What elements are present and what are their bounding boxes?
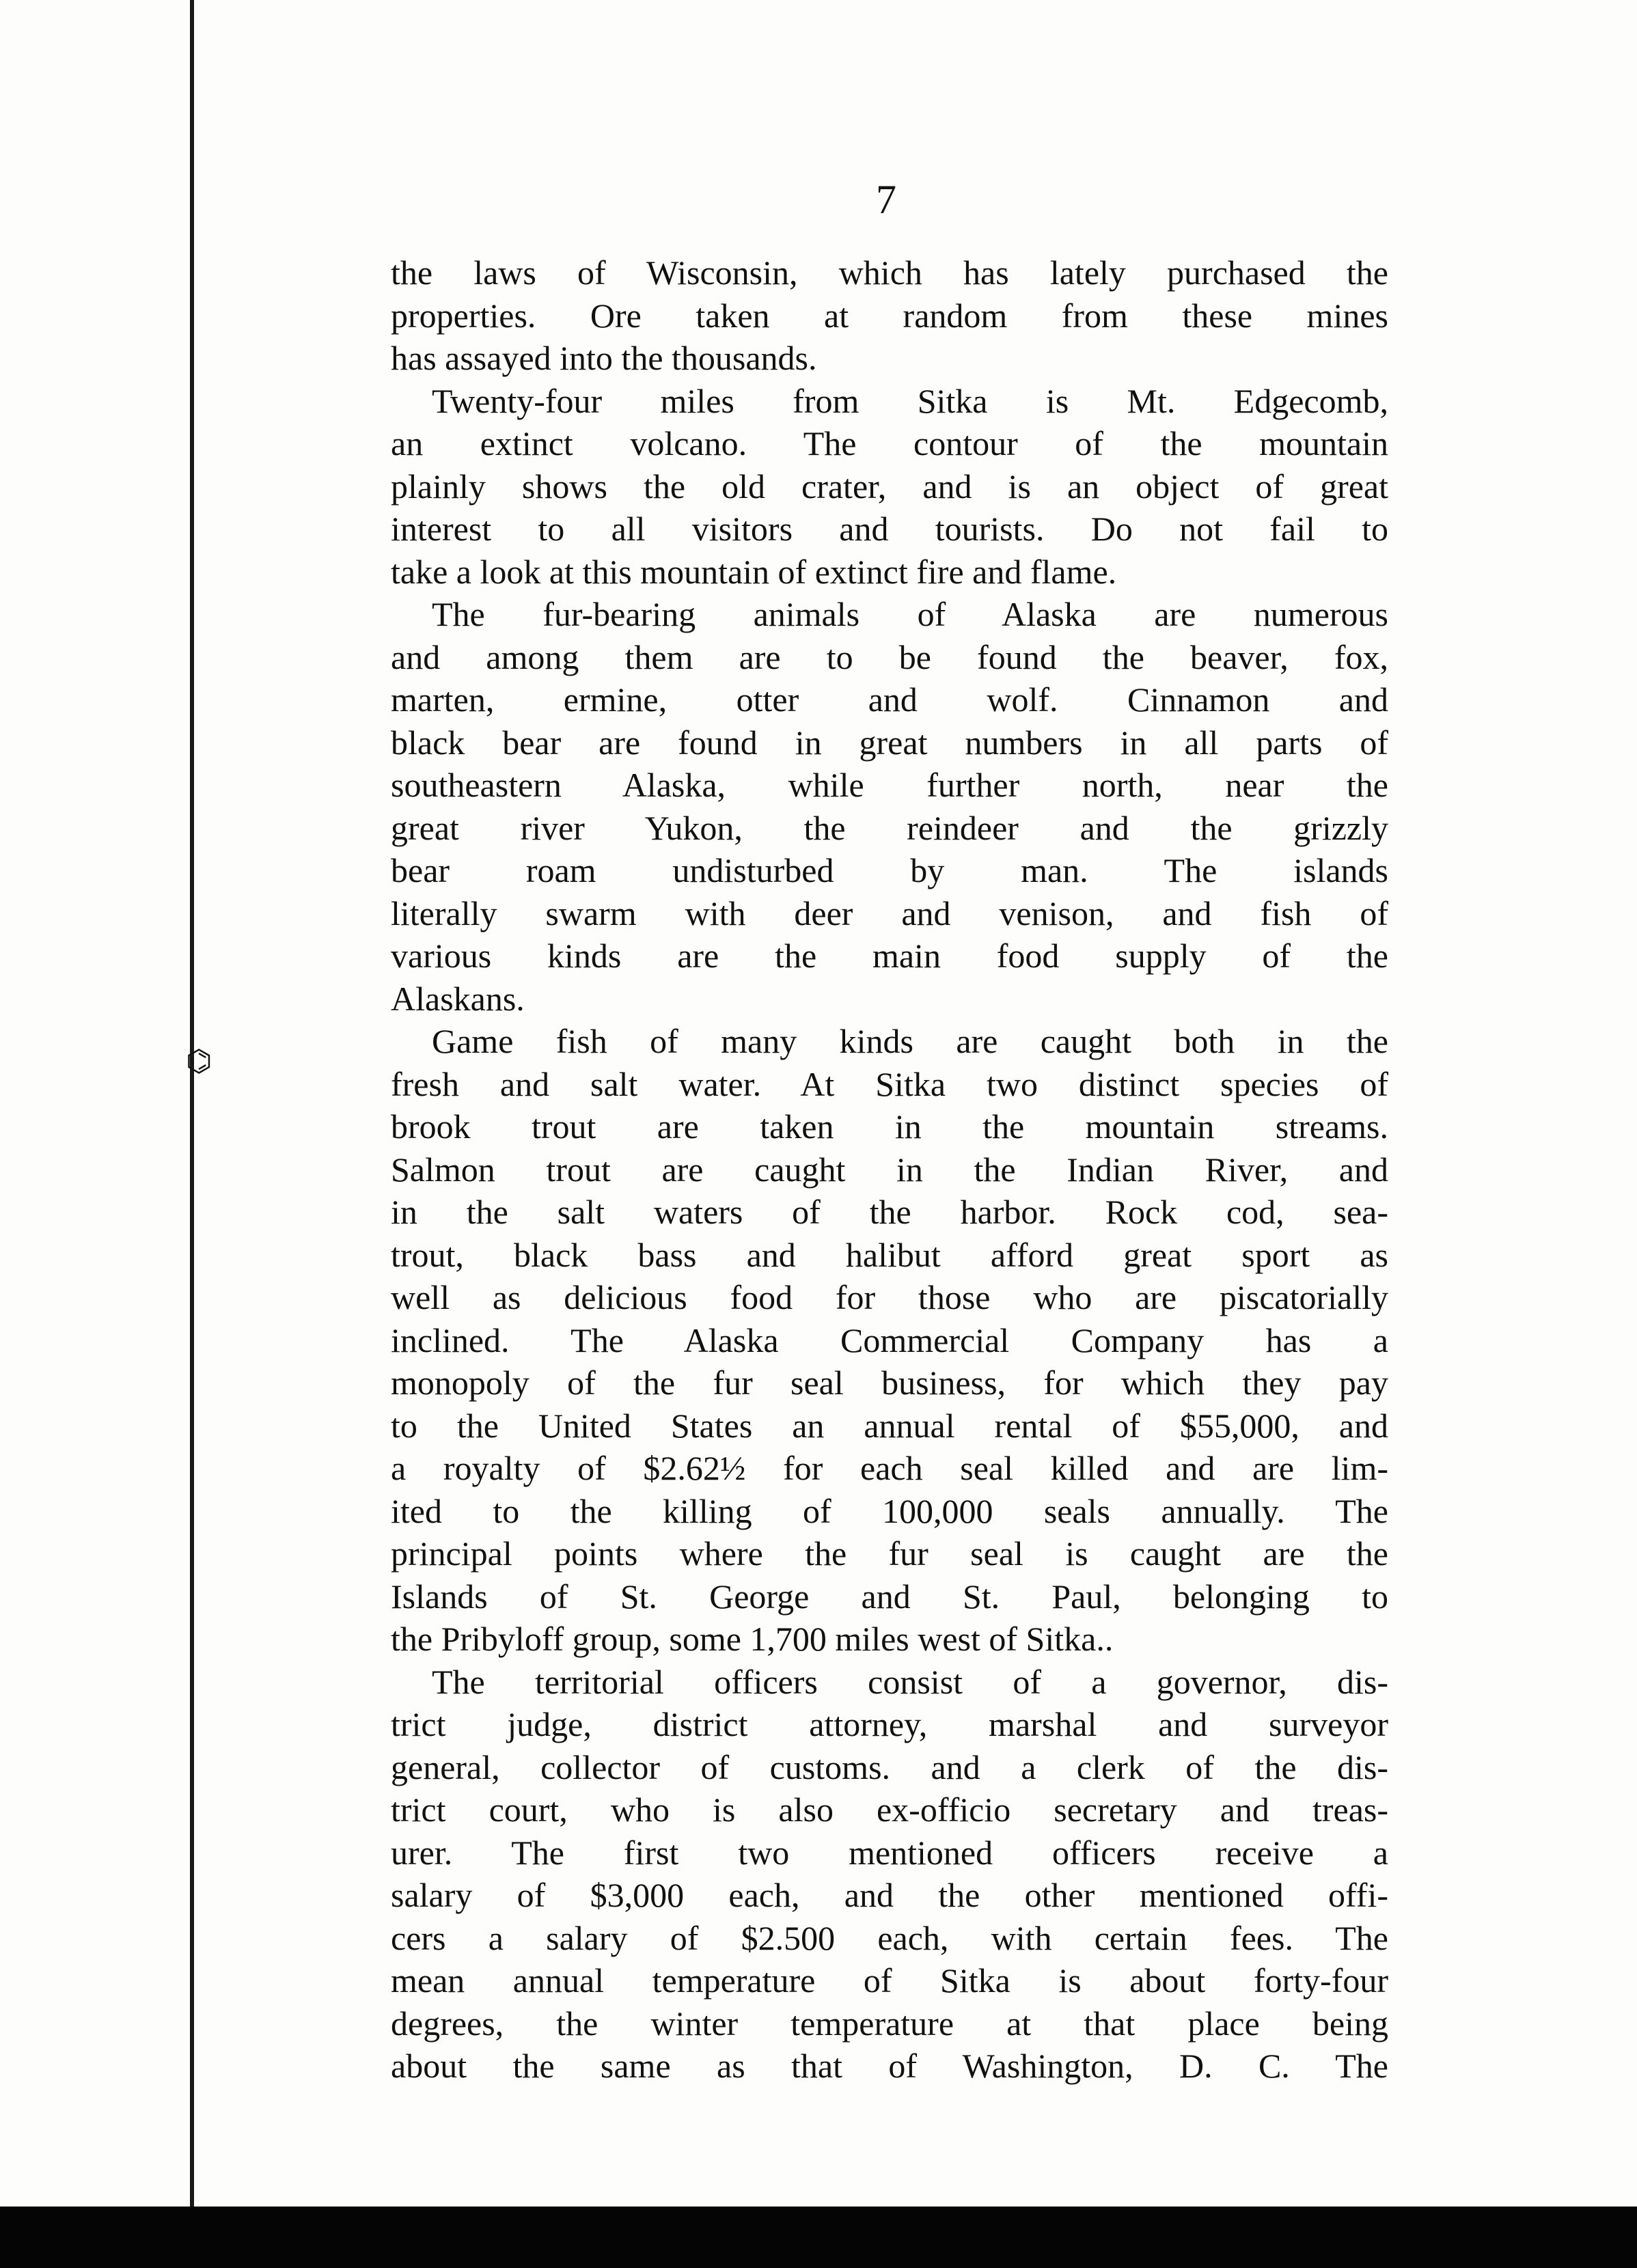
- text-line: properties. Ore taken at random from these mines: [391, 296, 1388, 335]
- text-line: principal points where the fur seal is caught are the: [391, 1534, 1388, 1573]
- text-line: ited to the killing of 100,000 seals annually. The: [391, 1491, 1388, 1530]
- binding-mark-icon: ⌬: [186, 1045, 212, 1078]
- text-line: Alaskans.: [391, 979, 525, 1018]
- text-line: The territorial officers consist of a governor, dis-: [432, 1662, 1388, 1701]
- text-line: marten, ermine, otter and wolf. Cinnamon and: [391, 680, 1388, 719]
- text-line: inclined. The Alaska Commercial Company has a: [391, 1320, 1388, 1359]
- body-text: [391, 251, 1388, 2088]
- text-line: plainly shows the old crater, and is an object of great: [391, 467, 1388, 506]
- text-line: Game fish of many kinds are caught both in the: [432, 1022, 1388, 1060]
- text-line: Twenty-four miles from Sitka is Mt. Edgecomb,: [432, 381, 1388, 420]
- page-number: 7: [876, 177, 896, 222]
- text-line: southeastern Alaska, while further north, near the: [391, 766, 1388, 804]
- text-line: literally swarm with deer and venison, and fish of: [391, 894, 1388, 932]
- binding-edge-line: [190, 0, 194, 2207]
- text-line: brook trout are taken in the mountain streams.: [391, 1107, 1388, 1146]
- text-line: general, collector of customs. and a clerk of the dis-: [391, 1747, 1388, 1786]
- text-line: various kinds are the main food supply of the: [391, 937, 1388, 975]
- text-line: mean annual temperature of Sitka is about forty-four: [391, 1961, 1388, 2000]
- text-line: bear roam undisturbed by man. The islands: [391, 851, 1388, 889]
- text-line: Islands of St. George and St. Paul, belonging to: [391, 1577, 1388, 1616]
- text-line: trout, black bass and halibut afford great sport as: [391, 1235, 1388, 1274]
- text-line: an extinct volcano. The contour of the mountain: [391, 424, 1388, 462]
- text-line: trict court, who is also ex-officio secretary and treas-: [391, 1790, 1388, 1829]
- text-line: Salmon trout are caught in the Indian River, and: [391, 1150, 1388, 1189]
- scan-bottom-border: [0, 2207, 1637, 2268]
- text-line: a royalty of $2.62½ for each seal killed and are lim-: [391, 1449, 1388, 1487]
- text-line: cers a salary of $2.500 each, with certain fees. The: [391, 1918, 1388, 1957]
- text-line: in the salt waters of the harbor. Rock cod, sea-: [391, 1193, 1388, 1231]
- text-line: black bear are found in great numbers in all parts of: [391, 723, 1388, 762]
- text-line: interest to all visitors and tourists. Do not fail to: [391, 510, 1388, 548]
- text-line: about the same as that of Washington, D. C. The: [391, 2047, 1388, 2085]
- text-line: trict judge, district attorney, marshal and surveyor: [391, 1705, 1388, 1743]
- text-line: to the United States an annual rental of $55,000, and: [391, 1406, 1388, 1445]
- text-line: fresh and salt water. At Sitka two distinct species of: [391, 1064, 1388, 1103]
- text-line: The fur-bearing animals of Alaska are numerous: [432, 595, 1388, 633]
- text-line: salary of $3,000 each, and the other mentioned offi-: [391, 1876, 1388, 1914]
- text-line: well as delicious food for those who are piscatorially: [391, 1278, 1388, 1316]
- text-line: has assayed into the thousands.: [391, 339, 817, 377]
- text-line: great river Yukon, the reindeer and the grizzly: [391, 808, 1388, 847]
- text-line: and among them are to be found the beaver, fox,: [391, 637, 1388, 676]
- text-line: monopoly of the fur seal business, for which they pay: [391, 1364, 1388, 1402]
- text-line: the Pribyloff group, some 1,700 miles west of Sitka..: [391, 1620, 1114, 1658]
- text-line: take a look at this mountain of extinct fire and flame.: [391, 552, 1117, 591]
- text-line: the laws of Wisconsin, which has lately purchased the: [391, 253, 1388, 292]
- text-line: degrees, the winter temperature at that place being: [391, 2004, 1388, 2043]
- text-line: urer. The first two mentioned officers receive a: [391, 1833, 1388, 1872]
